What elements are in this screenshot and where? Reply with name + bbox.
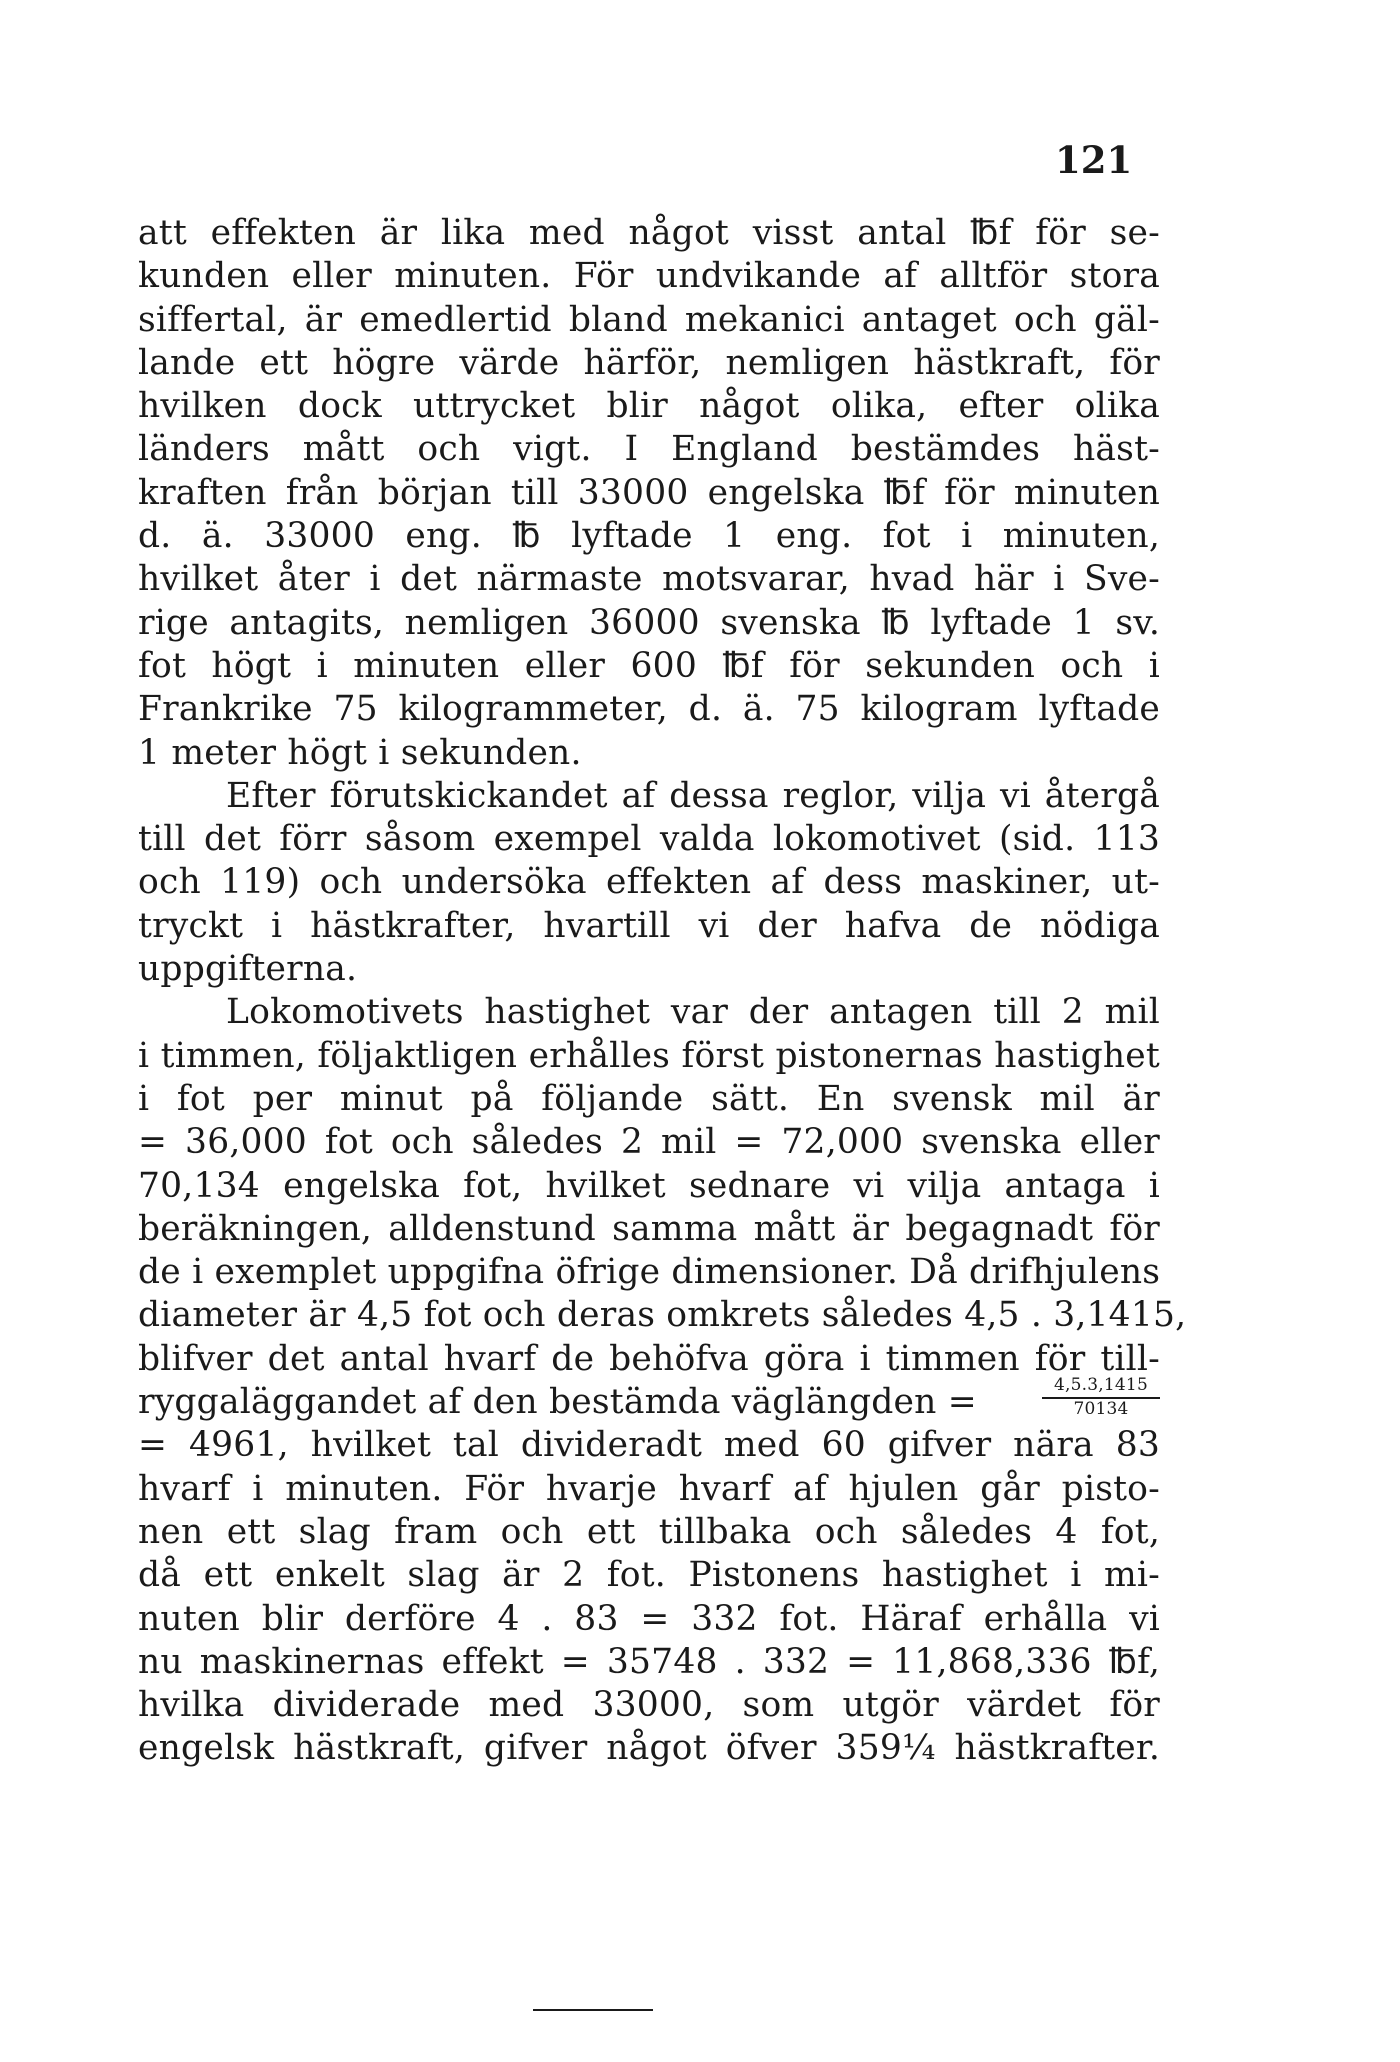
text-line: siffertal, är emedlertid bland mekanici antaget och gäl- xyxy=(138,299,1160,340)
page-number: 121 xyxy=(1055,138,1133,182)
text-line: engelsk hästkraft, gifver något öfver 359¼ hästkrafter. xyxy=(138,1728,1160,1769)
text-line: till det förr såsom exempel valda lokomotivet (sid. 113 xyxy=(138,819,1160,860)
text-line: d. ä. 33000 eng. ℔ lyftade 1 eng. fot i minuten, xyxy=(138,516,1160,557)
text-line-with-fraction xyxy=(138,1375,1160,1424)
text-line: 1 meter högt i sekunden. xyxy=(138,732,582,773)
text-line: uppgifterna. xyxy=(138,949,358,990)
text-line: diameter är 4,5 fot och deras omkrets således 4,5 . 3,1415, xyxy=(138,1295,1187,1336)
text-line: fot högt i minuten eller 600 ℔f för sekunden och i xyxy=(138,645,1160,686)
text-line: = 36,000 fot och således 2 mil = 72,000 svenska eller xyxy=(138,1122,1160,1163)
text-line: 70,134 engelska fot, hvilket sednare vi vilja antaga i xyxy=(138,1165,1160,1206)
text-line: ryggaläggandet af den bestämda väglängden = xyxy=(138,1382,977,1423)
footer-rule xyxy=(533,2009,653,2011)
text-line: länders mått och vigt. I England bestämdes häst- xyxy=(138,429,1160,470)
text-line: då ett enkelt slag är 2 fot. Pistonens hastighet i mi- xyxy=(138,1555,1160,1596)
text-line: i fot per minut på följande sätt. En svensk mil är xyxy=(138,1078,1160,1119)
text-line: beräkningen, alldenstund samma mått är begagnadt för xyxy=(138,1208,1160,1249)
text-line: de i exemplet uppgifna öfrige dimensioner. Då drifhjulens xyxy=(138,1252,1161,1293)
text-line: = 4961, hvilket tal divideradt med 60 gifver nära 83 xyxy=(138,1425,1160,1466)
text-line: blifver det antal hvarf de behöfva göra i timmen för till- xyxy=(138,1338,1160,1379)
text-line: att effekten är lika med något visst antal ℔f för se- xyxy=(138,213,1160,253)
text-line: hvarf i minuten. För hvarje hvarf af hjulen går pisto- xyxy=(138,1468,1160,1509)
text-line: Frankrike 75 kilogrammeter, d. ä. 75 kilogram lyftade xyxy=(138,689,1160,730)
text-line: nuten blir derföre 4 . 83 = 332 fot. Häraf erhålla vi xyxy=(138,1598,1160,1639)
text-line: i timmen, följaktligen erhålles först pistonernas hastighet xyxy=(138,1035,1160,1076)
text-line: nu maskinernas effekt = 35748 . 332 = 11,868,336 ℔f, xyxy=(138,1641,1160,1682)
text-line: nen ett slag fram och ett tillbaka och således 4 fot, xyxy=(138,1511,1160,1552)
body-text xyxy=(138,212,1187,1771)
text-line: rige antagits, nemligen 36000 svenska ℔ lyftade 1 sv. xyxy=(138,602,1160,643)
text-line: och 119) och undersöka effekten af dess maskiner, ut- xyxy=(138,862,1160,903)
text-line: hvilka dividerade med 33000, som utgör värdet för xyxy=(138,1685,1160,1726)
fraction xyxy=(1042,1375,1160,1419)
fraction-denominator: 70134 xyxy=(1073,1399,1129,1420)
text-line: hvilket åter i det närmaste motsvarar, hvad här i Sve- xyxy=(138,559,1160,600)
text-line: kunden eller minuten. För undvikande af alltför stora xyxy=(138,256,1160,297)
text-line: tryckt i hästkrafter, hvartill vi der hafva de nödiga xyxy=(138,905,1160,946)
text-line: Lokomotivets hastighet var der antagen till 2 mil xyxy=(226,992,1160,1033)
text-line: Efter förutskickandet af dessa reglor, vilja vi återgå xyxy=(226,775,1160,816)
text-line: lande ett högre värde härför, nemligen hästkraft, för xyxy=(138,342,1160,383)
text-line: hvilken dock uttrycket blir något olika, efter olika xyxy=(138,386,1160,427)
fraction-numerator: 4,5.3,1415 xyxy=(1042,1375,1160,1399)
text-line: kraften från början till 33000 engelska ℔f för minuten xyxy=(138,472,1160,513)
